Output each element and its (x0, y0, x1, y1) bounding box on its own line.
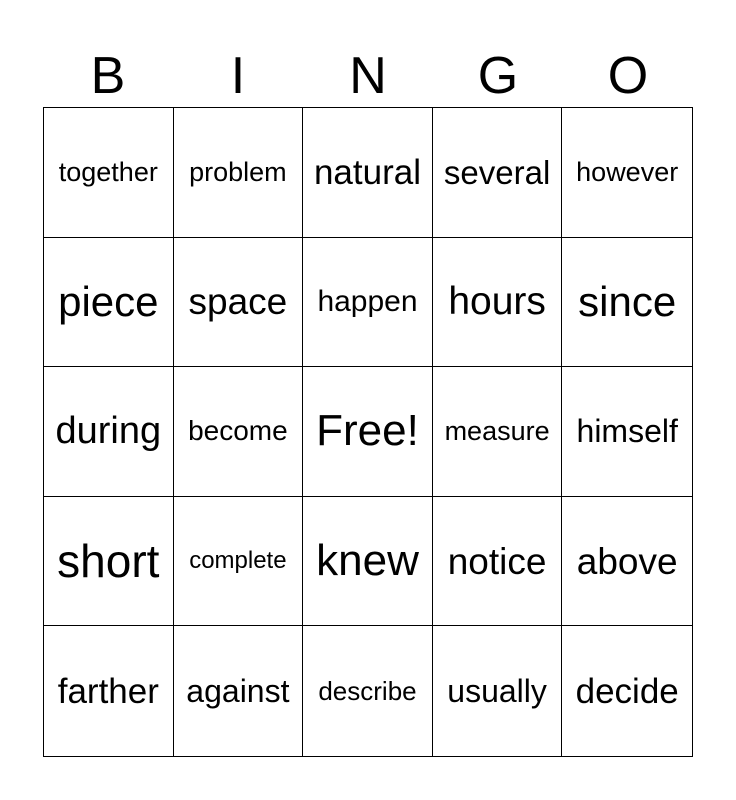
bingo-cell[interactable] (174, 108, 304, 238)
cell-word: complete (189, 547, 287, 575)
bingo-cell[interactable] (174, 497, 304, 627)
bingo-cell[interactable] (562, 626, 692, 756)
bingo-cell[interactable] (433, 238, 563, 368)
cell-word: knew (316, 536, 419, 586)
bingo-cell[interactable] (433, 626, 563, 756)
cell-word: become (188, 415, 288, 447)
cell-word: describe (318, 676, 417, 707)
bingo-cell[interactable] (562, 108, 692, 238)
bingo-cell[interactable] (303, 497, 433, 627)
bingo-cell[interactable] (433, 497, 563, 627)
cell-word: measure (444, 415, 550, 446)
bingo-cell[interactable] (174, 626, 304, 756)
bingo-cell[interactable] (433, 108, 563, 238)
bingo-cell[interactable] (174, 238, 304, 368)
bingo-cell[interactable] (44, 238, 174, 368)
cell-word: usually (447, 673, 547, 710)
bingo-cell[interactable] (303, 108, 433, 238)
bingo-cell[interactable] (44, 108, 174, 238)
bingo-cell[interactable] (562, 367, 692, 497)
cell-word: against (186, 673, 290, 710)
header-letter-g: G (477, 47, 519, 105)
header-letter-b: B (90, 47, 126, 105)
cell-word: problem (189, 156, 287, 187)
cell-word: during (55, 410, 162, 453)
free-space-label: Free! (316, 406, 419, 456)
bingo-cell[interactable] (44, 367, 174, 497)
cell-word: since (578, 277, 677, 325)
cell-word: space (188, 281, 288, 323)
cell-word: himself (576, 413, 678, 450)
cell-word: however (576, 156, 679, 187)
cell-word: decide (575, 671, 679, 711)
bingo-cell[interactable] (174, 367, 304, 497)
cell-word: farther (57, 671, 159, 711)
bingo-cell[interactable] (44, 497, 174, 627)
header-letter-i: I (230, 47, 246, 105)
bingo-cell[interactable] (303, 238, 433, 368)
bingo-cell[interactable] (44, 626, 174, 756)
bingo-board (43, 107, 693, 757)
cell-word: hours (448, 280, 546, 324)
bingo-cell[interactable] (433, 367, 563, 497)
header-letter-n: N (349, 47, 387, 105)
cell-word: notice (447, 540, 547, 582)
free-space[interactable] (303, 367, 433, 497)
cell-word: several (443, 153, 551, 191)
cell-word: above (576, 540, 678, 582)
cell-word: piece (58, 277, 159, 325)
header-letter-o: O (607, 47, 649, 105)
cell-word: natural (313, 152, 421, 192)
bingo-cell[interactable] (562, 497, 692, 627)
cell-word: together (58, 156, 158, 187)
bingo-cell[interactable] (303, 626, 433, 756)
cell-word: happen (317, 284, 418, 318)
bingo-header (43, 48, 693, 104)
cell-word: short (57, 535, 160, 588)
bingo-cell[interactable] (562, 238, 692, 368)
